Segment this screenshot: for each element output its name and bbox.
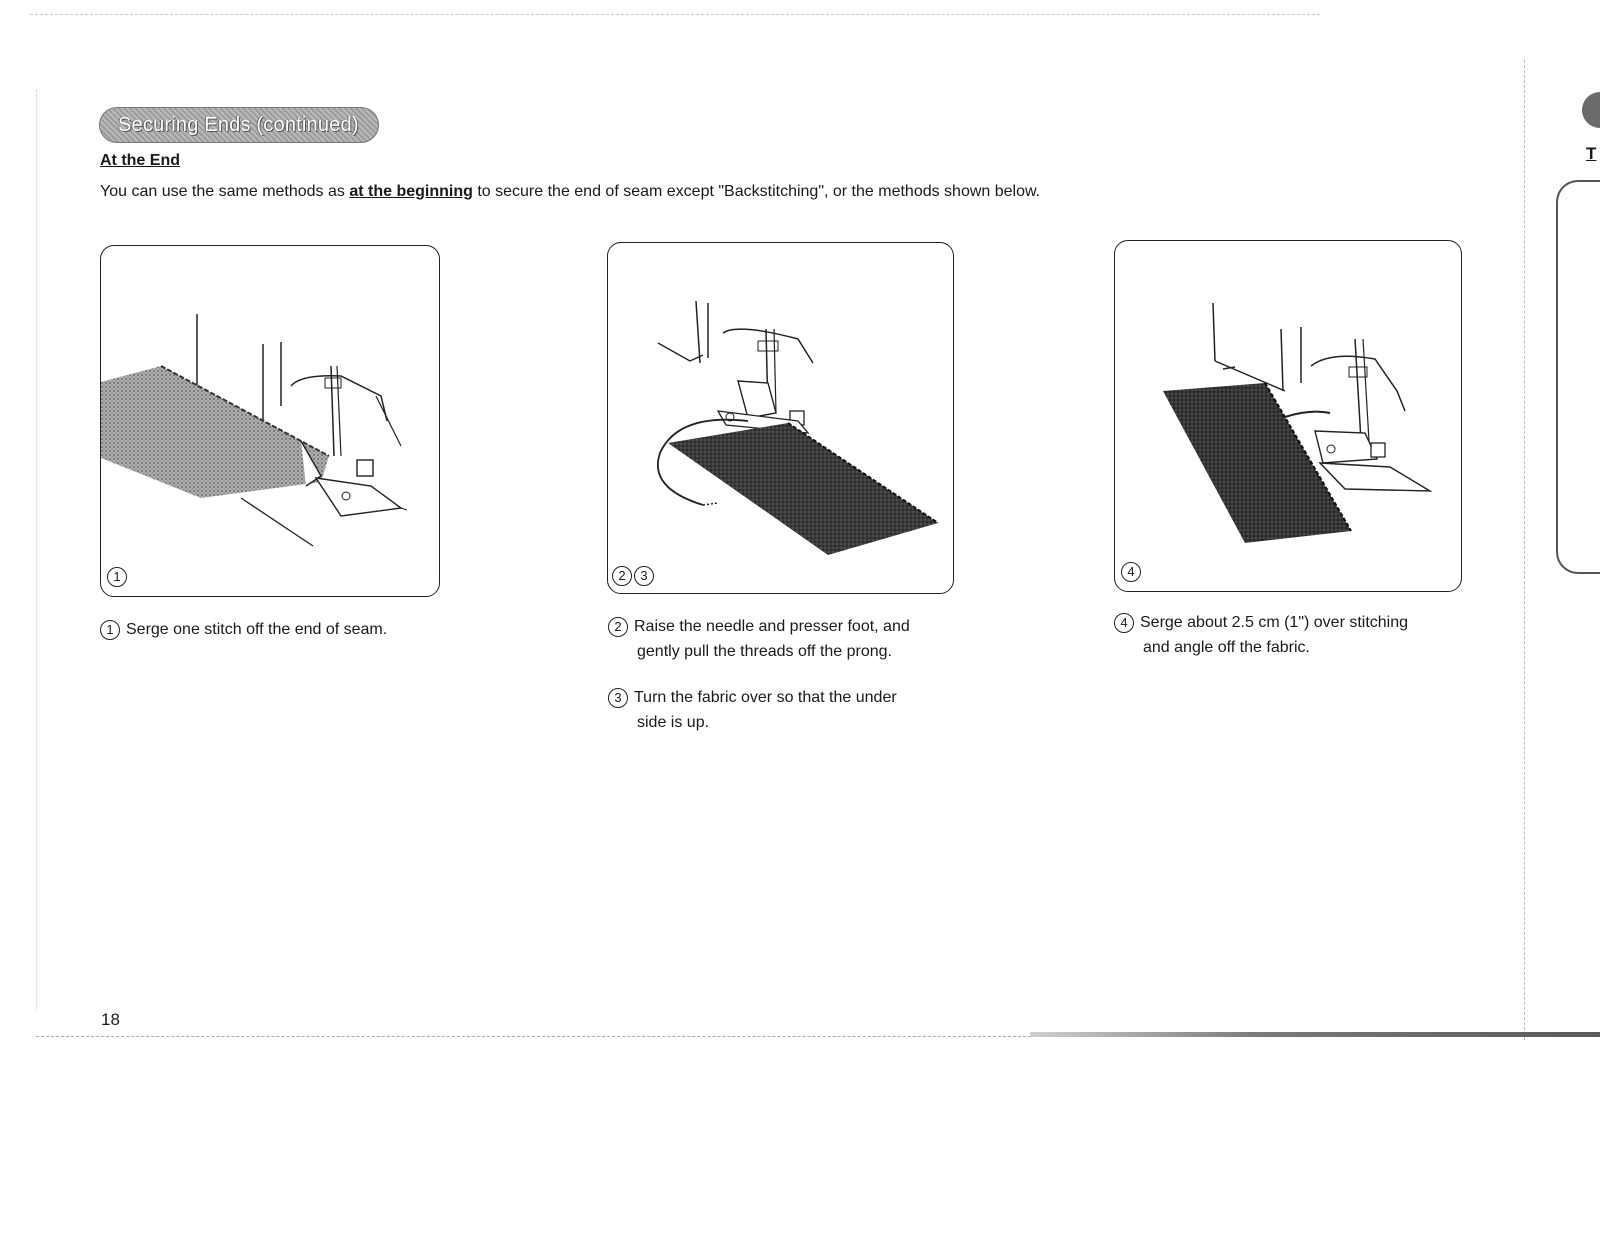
- figure-4: [1114, 240, 1462, 592]
- step-marker: 4: [1114, 613, 1134, 633]
- figure-2-3: [607, 242, 954, 594]
- figure-1: [100, 245, 440, 597]
- section-title-badge: [99, 107, 379, 143]
- caption-step-1: [100, 617, 387, 642]
- caption-step-4: [1114, 610, 1408, 660]
- next-page-frame-edge: [1556, 180, 1600, 574]
- step-marker: 3: [608, 688, 628, 708]
- serger-illustration-2-3: [608, 243, 953, 593]
- intro-paragraph: [100, 183, 1040, 201]
- intro-text-before: You can use the same methods as: [100, 183, 350, 200]
- step-marker: 2: [612, 566, 632, 586]
- step-marker: 3: [634, 566, 654, 586]
- section-title: Securing Ends (continued): [118, 114, 359, 136]
- at-the-beginning-link[interactable]: at the beginning: [349, 183, 473, 200]
- figure-2-3-label: [612, 566, 656, 586]
- bottom-shadow-band: [1030, 1032, 1600, 1037]
- serger-illustration-4: [1115, 241, 1461, 591]
- page-number: 18: [101, 1010, 120, 1029]
- caption-text-continued: gently pull the threads off the prong.: [637, 643, 892, 660]
- gutter-rule: [1524, 60, 1525, 1040]
- caption-step-3: [608, 685, 897, 735]
- next-page-edge-letter: T: [1586, 144, 1597, 163]
- caption-text-continued: and angle off the fabric.: [1143, 639, 1310, 656]
- caption-text: Serge about 2.5 cm (1") over stitching: [1140, 614, 1409, 631]
- step-marker: 4: [1121, 562, 1141, 582]
- step-marker: 1: [107, 567, 127, 587]
- figure-4-label: [1121, 562, 1143, 582]
- left-margin-rule: [36, 90, 37, 1010]
- caption-text: Raise the needle and presser foot, and: [634, 618, 910, 635]
- top-scan-line: [30, 14, 1320, 15]
- serger-illustration-1: [101, 246, 439, 596]
- subheading: At the End: [100, 152, 180, 169]
- caption-text-continued: side is up.: [637, 714, 710, 731]
- caption-text: Turn the fabric over so that the under: [634, 689, 897, 706]
- next-page-tab-icon: [1582, 92, 1600, 128]
- figure-1-label: [107, 567, 129, 587]
- caption-text: Serge one stitch off the end of seam.: [126, 621, 388, 638]
- bottom-scan-line: [36, 1036, 1036, 1037]
- caption-step-2: [608, 614, 910, 664]
- step-marker: 1: [100, 620, 120, 640]
- intro-text-after: to secure the end of seam except "Backstitching", or the methods shown below.: [472, 183, 1041, 200]
- step-marker: 2: [608, 617, 628, 637]
